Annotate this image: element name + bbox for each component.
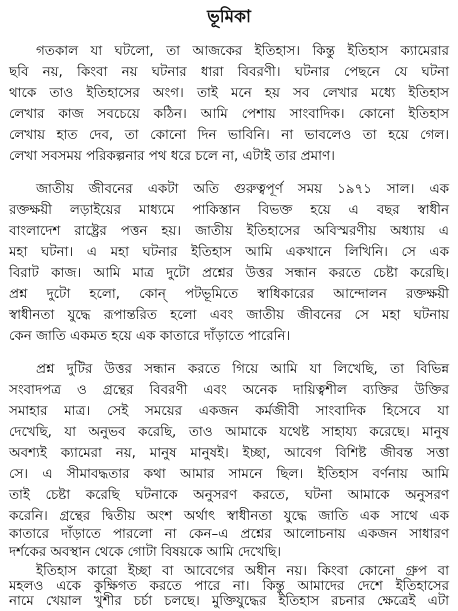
text-line: করেনি। গ্রন্থের দ্বিতীয় অংশ অর্থাৎ স্বাধীনতা যুদ্ধে জাতি এক সাথে এক bbox=[9, 509, 449, 524]
text-line: মহলও একে কুক্ষিগত করতে পারে না। কিন্তু আমাদের দেশে ইতিহাসের bbox=[9, 579, 449, 594]
text-line: স্বাধীনতা যুদ্ধে রূপান্তরিত হলো এবং জাতীয় জীবনের সে মহা ঘটনায় bbox=[9, 308, 449, 323]
text-line: লেখার কাজ সবচেয়ে কঠিন। আমি পেশায় সাংবাদিক। কোনো ইতিহাস bbox=[9, 107, 449, 122]
text-line: কেন জাতি একমত হয়ে এক কাতারে দাঁড়াতে পারেনি। bbox=[9, 329, 291, 344]
text-line: লেখায় হাত দেব, তা কোনো দিন ভাবিনি। না ভাবলেও তা হয়ে গেল। bbox=[9, 128, 449, 143]
text-line: জাতীয় জীবনের একটা অতি গুরুত্বপূর্ণ সময় ১৯৭১ সাল। এক bbox=[36, 182, 449, 197]
text-line: কাতারে দাঁড়াতে পারলো না কেন–এ প্রশ্নের আলোচনায় একজন সাধারণ bbox=[9, 527, 449, 542]
text-line: দর্শকের অবস্থান থেকে গোটা বিষয়কে আমি দেখেছি। bbox=[9, 545, 282, 560]
page-title: ভূমিকা bbox=[207, 7, 251, 27]
text-line: সংবাদপত্র ও গ্রন্থের বিবরণী এবং অনেক দায়িত্বশীল ব্যক্তির উক্তির bbox=[9, 383, 449, 398]
text-line: মহা ঘটনা। এ মহা ঘটনার ইতিহাস আমি একখানে লিখিনি। সে এক bbox=[9, 245, 449, 260]
text-line: নামে খেয়াল খুশীর চর্চা চলছে। মুক্তিযুদ্ধের ইতিহাস রচনার ক্ষেত্রেই এটা bbox=[9, 594, 449, 609]
text-line: দেখেছি, যা অনুভব করেছি, তাও আমাকে যথেষ্ট সাহায্য করেছে। মানুষ bbox=[9, 425, 449, 440]
text-line: প্রশ্ন দুটির উত্তর সন্ধান করতে গিয়ে আমি যা লিখেছি, তা বিভিন্ন bbox=[36, 362, 449, 377]
text-line: প্রশ্ন দুটো হলো, কোন্ পটভূমিতে স্বাধিকারের আন্দোলন রক্তক্ষয়ী bbox=[9, 287, 449, 302]
text-line: ছবি নয়, কিংবা নয় ঘটনার ধারা বিবরণী। ঘটনার পেছনে যে ঘটনা bbox=[9, 65, 449, 80]
text-line: সমাহার মাত্র। সেই সময়ের একজন কর্মজীবী সাংবাদিক হিসেবে যা bbox=[9, 404, 449, 419]
text-line: লেখা সবসময় পরিকল্পনার পথ ধরে চলে না, এটাই তার প্রমাণ। bbox=[9, 149, 335, 164]
text-line: বিরাট কাজ। আমি মাত্র দুটো প্রশ্নের উত্তর সন্ধান করতে চেষ্টা করেছি। bbox=[9, 266, 449, 281]
text-line: তাই চেষ্টা করেছি ঘটনাকে অনুসরণ করতে, ঘটনা আমাকে অনুসরণ bbox=[9, 488, 449, 503]
text-line: গতকাল যা ঘটলো, তা আজকের ইতিহাস। কিন্তু ইতিহাস ক্যামেরার bbox=[36, 44, 449, 59]
text-line: সে। এ সীমাবদ্ধতার কথা আমার সামনে ছিল। ইতিহাস বর্ণনায় আমি bbox=[9, 467, 449, 482]
text-line: ইতিহাস কারো ইচ্ছা বা আবেগের অধীন নয়। কিংবা কোনো গ্রুপ বা bbox=[36, 564, 449, 579]
text-line: বাংলাদেশ রাষ্ট্রের পত্তন হয়। জাতীয় ইতিহাসের অবিস্মরণীয় অধ্যায় এ bbox=[9, 224, 449, 239]
text-line: রক্তক্ষয়ী লড়াইয়ের মাধ্যমে পাকিস্তান বিভক্ত হয়ে এ বছর স্বাধীন bbox=[9, 203, 449, 218]
text-line: অবশ্যই ক্যামেরা নয়, মানুষ মানুষই। ইচ্ছা, আবেগ বিশিষ্ট জীবন্ত সত্তা bbox=[9, 446, 449, 461]
text-line: থাকে তাও ইতিহাসের অংগ। তাই মনে হয় সব লেখার মধ্যে ইতিহাস bbox=[9, 86, 449, 101]
